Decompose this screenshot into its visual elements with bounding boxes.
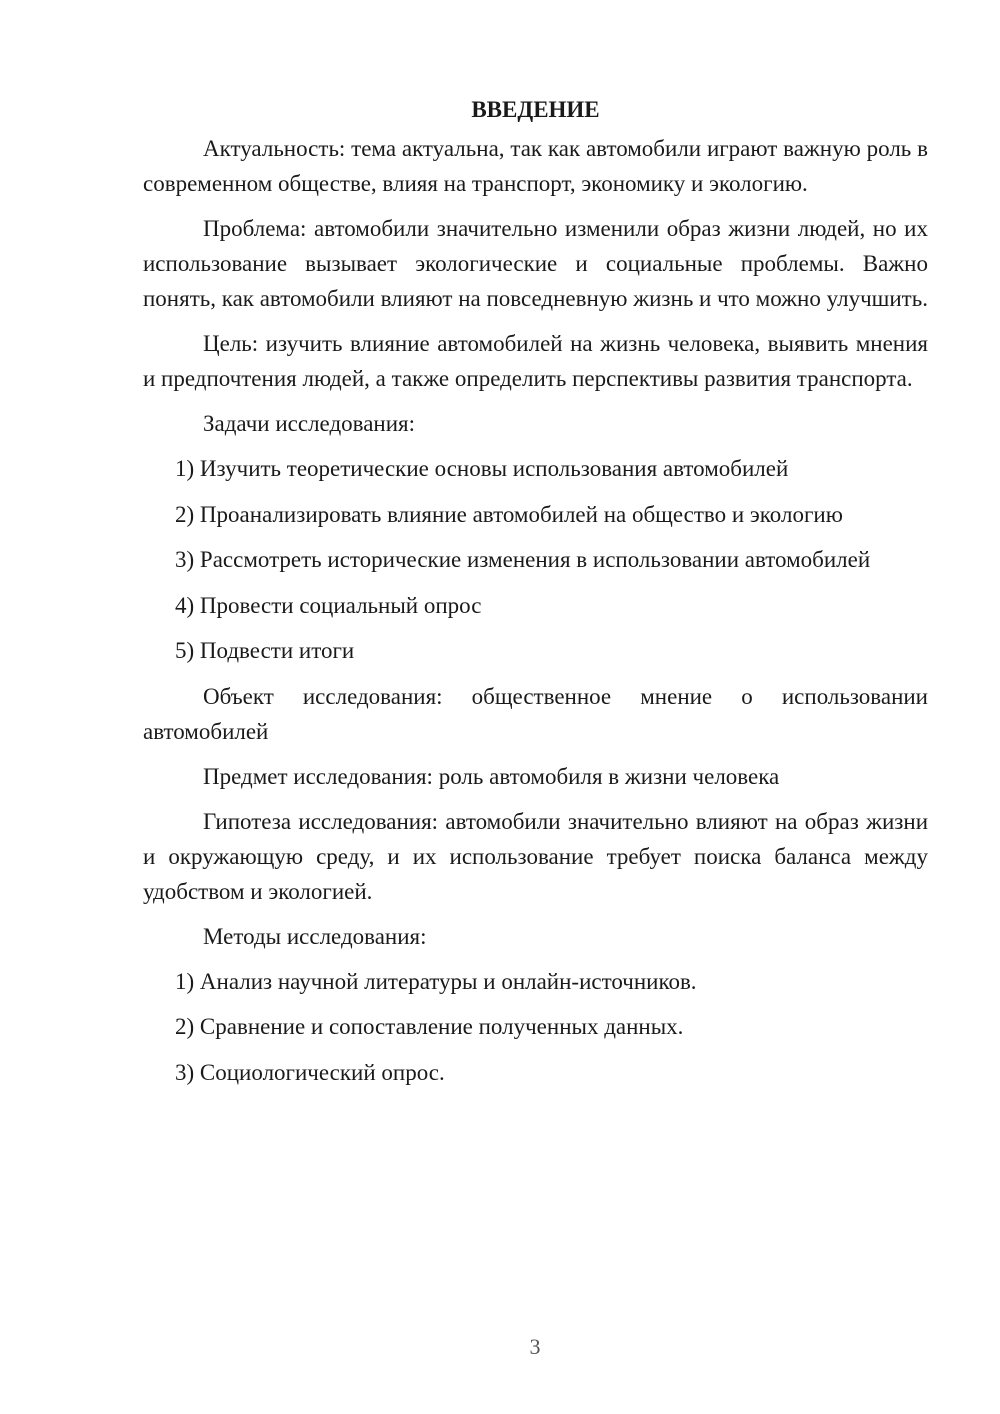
page-content [143, 92, 928, 1100]
relevance-paragraph: Актуальность: тема актуальна, так как автомобили играют важную роль в современном обществе, влияя на транспорт, экономику и экологию. [143, 136, 928, 196]
problem-paragraph: Проблема: автомобили значительно изменили образ жизни людей, но их использование вызывает экологические и социальные проблемы. Важно понять, как автомобили влияют на повседневную жизнь и что можно улучшить. [143, 216, 928, 311]
list-item: 3) Социологический опрос. [175, 1059, 445, 1085]
list-item: 5) Подвести итоги [175, 638, 355, 663]
goal-paragraph: Цель: изучить влияние автомобилей на жизнь человека, выявить мнения и предпочтения людей, а также определить перспективы развития транспорта. [143, 331, 928, 391]
methods-list [143, 964, 928, 1090]
page-number: 3 [529, 1334, 541, 1359]
object-paragraph: Объект исследования: общественное мнение о использовании автомобилей [143, 683, 928, 744]
hypothesis-paragraph: Гипотеза исследования: автомобили значительно влияют на образ жизни и окружающую среду, и их использование требует поиска баланса между удобством и экологией. [143, 808, 928, 904]
list-item: 2) Сравнение и сопоставление полученных данных. [175, 1014, 684, 1039]
subject-paragraph: Предмет исследования: роль автомобиля в жизни человека [203, 763, 780, 789]
section-title: ВВЕДЕНИЕ [471, 97, 600, 122]
tasks-list [143, 451, 928, 668]
list-item: 3) Рассмотреть исторические изменения в использовании автомобилей [175, 547, 871, 572]
list-item: 4) Провести социальный опрос [175, 592, 482, 618]
list-item: 2) Проанализировать влияние автомобилей на общество и экологию [175, 501, 843, 527]
list-item: 1) Анализ научной литературы и онлайн-источников. [175, 968, 697, 994]
tasks-heading: Задачи исследования: [203, 411, 416, 436]
list-item: 1) Изучить теоретические основы использования автомобилей [175, 456, 789, 481]
methods-heading: Методы исследования: [203, 923, 427, 949]
